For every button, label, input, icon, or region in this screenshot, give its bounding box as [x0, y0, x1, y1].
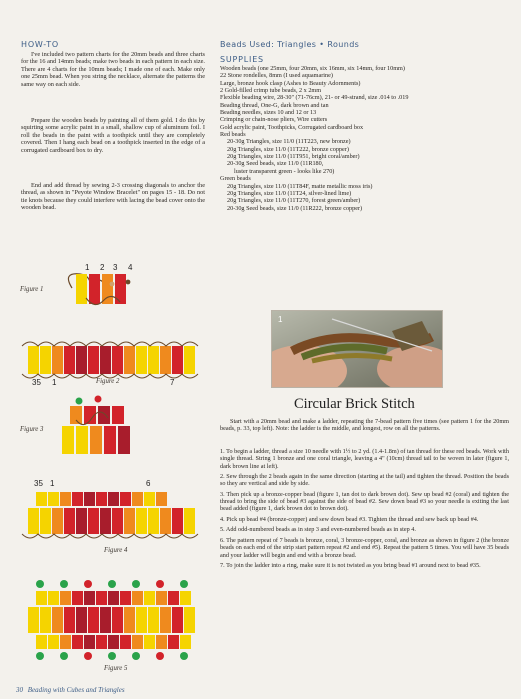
red-bead-item: 20-30g Triangles, size 11/0 (11T223, new bronze) [227, 138, 351, 146]
figure-1-number: 1 [85, 263, 90, 272]
step-item: 4. Pick up bead #4 (bronze-copper) and sew down bead #3. Tighten the thread and sew back up bead #4. [220, 515, 479, 523]
green-bead-item: 20g Triangles, size 11/0 (11T270, forest green/amber) [227, 197, 361, 205]
brick-steps [220, 448, 509, 572]
figure-3-beads [62, 396, 130, 455]
supply-item: Crimping or chain-nose pliers, Wire cutters [220, 116, 328, 124]
supply-item: Gold acrylic paint, Toothpicks, Corrugated cardboard box [220, 123, 364, 131]
figure-5-label: Figure 5 [104, 665, 128, 672]
red-beads-label: Red beads [220, 131, 246, 139]
figure-2-number: 1 [52, 378, 57, 387]
supply-item: Large, bronze hook clasp (Ashes to Beauty Adornments) [220, 79, 361, 87]
howto-heading: HOW-TO [21, 40, 60, 49]
brick-intro: Start with a 20mm bead and make a ladder, repeating the 7-bead pattern five times (see pattern 1 for the 20mm beads, p. 33, top left). Note: the ladder is the middle, and longest, row on all the patterns. [220, 418, 509, 433]
supply-item: 2 Gold-filled crimp tube beads, 2 x 2mm [220, 87, 322, 95]
supplies-list [220, 65, 505, 212]
red-bead-item: 20-30g Seed beads, size 11/0 (11R180, [227, 160, 324, 168]
green-bead-item: 20-30g Seed beads, size 11/0 (11R222, bronze copper) [227, 204, 363, 212]
red-bead-item-continued: luster transparent green - looks like 270) [234, 167, 335, 175]
figure-4-label: Figure 4 [104, 547, 128, 554]
figure-1-number: 4 [128, 263, 133, 272]
step-item: 5. Add odd-numbered beads as in step 3 and even-numbered beads as in step 4. [220, 526, 416, 534]
green-bead-item: 20g Triangles, size 11/0 (11T84F, matte metallic moss iris) [227, 182, 373, 190]
green-bead-item: 20g Triangles, size 11/0 (11T24, silver-lined lime) [227, 189, 352, 197]
step-item: 1. To begin a ladder, thread a size 10 needle with 1½ to 2 yd. (1.4-1.8m) of tan thread for these red beads. Work with single thread. String 1 bronze and one coral triangle, leaving a 4" (10cm) thread tail to be woven in later (figure 1, dark brown line at left). [220, 448, 509, 470]
step-item: 3. Then pick up a bronze-copper bead (figure 1, tan dot to dark brown dot). Sew up bead #2 (coral) and tighten the thread to bring the side of bead #3 against the side of bead #2. Sew down bead #3 so your needle is exiting the last bead added (figure 1, dark brown dot to brown dot). [220, 490, 509, 513]
howto-paragraph-3: End and add thread by sewing 2-3 crossing diagonals to anchor the thread, as shown in "Peyote Window Bracelet" on pages 15 - 18. Do not tie knots because they could interfere with lacing the bead cover onto the wooden bead. [21, 182, 205, 212]
photo-number: 1 [278, 315, 283, 324]
figure-1-label: Figure 1 [20, 286, 44, 293]
step-item: 6. The pattern repeat of 7 beads is bronze, coral, 3 bronze-copper, coral, and bronze as shown in figure 2 (the bronze beads on each end of the strip start pattern repeat #2 and end #5). Repeat the pattern 5 times. You will have 35 beads and your ladder will begin and end with a bronze bead. [220, 536, 509, 559]
supplies-heading: SUPPLIES [220, 55, 264, 64]
circular-brick-stitch-title: Circular Brick Stitch [294, 396, 415, 412]
beadwork-photo-image [272, 311, 442, 387]
figure-2-ladder [22, 342, 198, 387]
figure-1-number: 2 [100, 263, 105, 272]
supply-item: Beading thread, One-G, dark brown and tan [220, 101, 329, 109]
red-bead-item: 20g Triangles, size 11/0 (11T951, bright coral/amber) [227, 153, 360, 161]
figure-1-ladder [68, 263, 133, 305]
page-number: 30 [16, 686, 23, 694]
supply-item: Beading needles, sizes 10 and 12 or 13 [220, 109, 317, 117]
figure-1-number: 3 [113, 263, 118, 272]
green-beads-label: Green beads [220, 175, 251, 183]
figure-3-label: Figure 3 [20, 426, 44, 433]
figure-4-number: 1 [50, 479, 55, 488]
supply-item: Flexible beading wire, 28-30" (71-76cm), 21- or 49-strand, size .014 to .019 [220, 94, 409, 102]
howto-paragraph-2: Prepare the wooden beads by painting all of them gold. I do this by squirting some acrylic paint in a small, shallow cup of aluminum foil. I roll the beads in the paint with a toothpick until they are completely covered. Then I hang each bead on a toothpick inserted in the edge of a corrugated cardboard box to dry. [21, 117, 205, 154]
bead-figures-diagram [0, 260, 215, 680]
page-footer [16, 686, 125, 694]
supply-item: 22 Stone rondelles, 8mm (I used aquamarine) [220, 72, 333, 80]
beads-used-heading: Beads Used: Triangles • Rounds [220, 40, 360, 49]
figure-2-number: 7 [170, 378, 175, 387]
figure-4-beads [22, 479, 198, 538]
step-item: 2. Sew through the 2 beads again in the same direction (starting at the tail) and tighten the thread. Position the beads so they are vertical and side by side. [220, 473, 509, 488]
figure-2-number: 35 [32, 378, 41, 387]
beadwork-photo [271, 310, 443, 388]
figure-5-beads [28, 580, 195, 660]
red-bead-item: 20g Triangles, size 11/0 (11T222, bronze copper) [227, 145, 349, 153]
figure-2-label: Figure 2 [96, 378, 120, 385]
figure-4-number: 35 [34, 479, 43, 488]
howto-paragraph-1: I've included two pattern charts for the 20mm beads and three charts for the 16 and 14mm beads; make two beads in each pattern in each size. There are 4 charts for the 10mm beads; I made one of each. Make only one 25mm bead. When you string the necklace, alternate the patterns the same way on each side. [21, 51, 205, 88]
running-title: Beading with Cubes and Triangles [27, 686, 125, 694]
figure-4-number: 6 [146, 479, 151, 488]
supply-item: Wooden beads (one 25mm, four 20mm, six 16mm, six 14mm, four 10mm) [220, 65, 405, 72]
step-item: 7. To join the ladder into a ring, make sure it is not twisted as you bring bead #1 around next to bead #35. [220, 561, 481, 569]
